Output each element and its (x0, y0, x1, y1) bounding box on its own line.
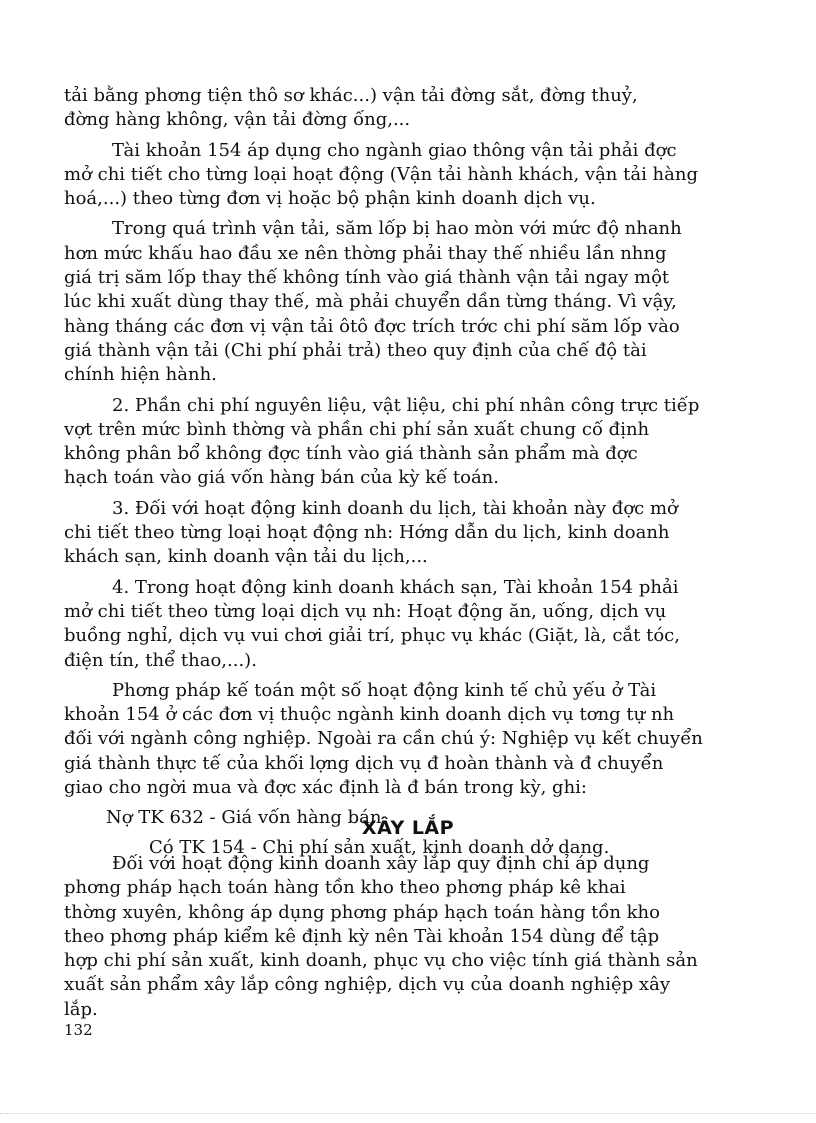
text-line: tải bằng phơng tiện thô sơ khác...) vận tải đờng sắt, đờng thuỷ, (64, 85, 638, 106)
text-line: đờng hàng không, vận tải đờng ống,... (64, 109, 411, 131)
text-line: buồng nghỉ, dịch vụ vui chơi giải trí, phục vụ khác (Giặt, là, cắt tóc, (64, 625, 680, 647)
text-line: điện tín, thể thao,...). (64, 649, 257, 671)
paragraph-account-154-transport (64, 139, 752, 212)
text-line: lúc khi xuất dùng thay thế, mà phải chuyển dần từng tháng. Vì vậy, (64, 291, 677, 313)
text-line: Phơng pháp kế toán một số hoạt động kinh tế chủ yếu ở Tài (112, 679, 657, 701)
text-line: chính hiện hành. (64, 364, 217, 386)
paragraph-tyre-wear (64, 217, 752, 387)
text-line: mở chi tiết theo từng loại dịch vụ nh: Hoạt động ăn, uống, dịch vụ (64, 600, 667, 622)
text-line: Trong quá trình vận tải, săm lốp bị hao mòn với mức độ nhanh (112, 218, 682, 240)
page-body (64, 84, 752, 1020)
text-line: thờng xuyên, không áp dụng phơng pháp hạch toán hàng tồn kho (64, 901, 660, 923)
text-line: giá thành vận tải (Chi phí phải trả) theo quy định của chế độ tài (64, 339, 647, 361)
text-line: giao cho ngời mua và đợc xác định là đ bán trong kỳ, ghi: (64, 777, 587, 799)
paragraph-construction (64, 852, 752, 1022)
text-line: Đối với hoạt động kinh doanh xây lắp quy định chỉ áp dụng (112, 853, 650, 874)
paragraph-item-3 (64, 497, 752, 570)
text-line: hạch toán vào giá vốn hàng bán của kỳ kế toán. (64, 467, 499, 489)
text-line: khoản 154 ở các đơn vị thuộc ngành kinh doanh dịch vụ tơng tự nh (64, 704, 675, 726)
text-line: vợt trên mức bình thờng và phần chi phí sản xuất chung cố định (64, 418, 650, 440)
text-line: hơn mức khấu hao đầu xe nên thờng phải thay thế nhiều lần nhng (64, 242, 667, 264)
text-line: lắp. (64, 998, 98, 1020)
paragraph-item-4 (64, 576, 752, 673)
text-line: mở chi tiết cho từng loại hoạt động (Vận tải hành khách, vận tải hàng (64, 163, 698, 185)
text-line: 3. Đối với hoạt động kinh doanh du lịch, tài khoản này đợc mở (112, 497, 678, 519)
text-line: Tài khoản 154 áp dụng cho ngành giao thông vận tải phải đợc (112, 139, 677, 161)
text-line: 4. Trong hoạt động kinh doanh khách sạn, Tài khoản 154 phải (112, 576, 679, 598)
text-line: khách sạn, kinh doanh vận tải du lịch,... (64, 546, 428, 568)
text-line: hợp chi phí sản xuất, kinh doanh, phục vụ cho việc tính giá thành sản (64, 950, 698, 972)
text-line: theo phơng pháp kiểm kê định kỳ nên Tài khoản 154 dùng để tập (64, 925, 660, 947)
text-line: xuất sản phẩm xây lắp công nghiệp, dịch vụ của doanh nghiệp xây (64, 974, 670, 996)
text-line: không phân bổ không đợc tính vào giá thành sản phẩm mà đợc (64, 443, 638, 465)
text-line: đối với ngành công nghiệp. Ngoài ra cần chú ý: Nghiệp vụ kết chuyển (64, 728, 703, 750)
page-number: 132 (64, 1021, 93, 1039)
section-heading: XÂY LẮP (361, 817, 455, 839)
journal-entry-debit: Nợ TK 632 - Giá vốn hàng bán (106, 807, 382, 829)
text-line: giá thành thực tế của khối lợng dịch vụ đ hoàn thành và đ chuyển (64, 752, 664, 774)
text-line: giá trị săm lốp thay thế không tính vào giá thành vận tải ngay một (64, 267, 670, 289)
paragraph-transport-types (64, 84, 752, 133)
text-line: hàng tháng các đơn vị vận tải ôtô đợc trích trớc chi phí săm lốp vào (64, 315, 680, 337)
paragraph-accounting-method (64, 679, 752, 800)
page-bottom-divider (0, 1113, 816, 1114)
text-line: hoá,...) theo từng đơn vị hoặc bộ phận kinh doanh dịch vụ. (64, 188, 596, 210)
text-line: phơng pháp hạch toán hàng tồn kho theo phơng pháp kê khai (64, 877, 626, 899)
text-line: chi tiết theo từng loại hoạt động nh: Hớng dẫn du lịch, kinh doanh (64, 522, 670, 544)
paragraph-item-2 (64, 394, 752, 491)
journal-entry-credit: Có TK 154 - Chi phí sản xuất, kinh doanh dở dang. (149, 837, 610, 859)
text-line: 2. Phần chi phí nguyên liệu, vật liệu, chi phí nhân công trực tiếp (112, 394, 700, 416)
